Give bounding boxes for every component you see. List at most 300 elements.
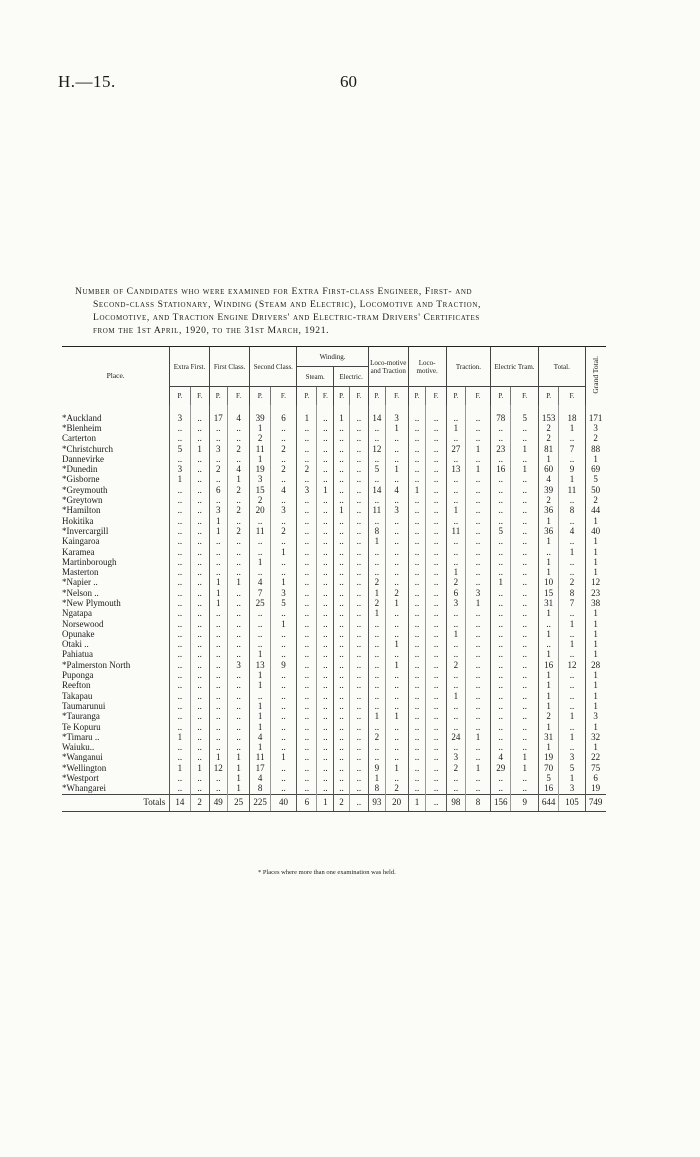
table-cell: .. — [559, 670, 585, 680]
table-cell: .. — [227, 650, 250, 660]
table-cell: .. — [408, 629, 426, 639]
table-cell: 749 — [585, 794, 605, 811]
table-cell: 4 — [270, 485, 296, 495]
table-cell: .. — [408, 743, 426, 753]
table-cell: .. — [297, 506, 317, 516]
table-cell: 4 — [559, 526, 585, 536]
table-cell: .. — [349, 434, 368, 444]
table-cell: .. — [491, 670, 511, 680]
table-cell: .. — [385, 701, 408, 711]
table-cell: .. — [317, 650, 334, 660]
header-electric-tram-f: F. — [511, 387, 539, 406]
table-cell: .. — [446, 516, 465, 526]
table-cell: .. — [465, 773, 490, 783]
table-cell: .. — [385, 629, 408, 639]
table-cell: .. — [385, 537, 408, 547]
table-cell: .. — [334, 454, 350, 464]
table-cell: .. — [349, 578, 368, 588]
footnote: * Places where more than one examination was held. — [258, 869, 396, 876]
table-cell: 25 — [227, 794, 250, 811]
table-cell: .. — [334, 495, 350, 505]
table-cell: 1 — [227, 578, 250, 588]
table-cell: .. — [426, 650, 446, 660]
table-cell: 3 — [209, 506, 227, 516]
table-cell: .. — [408, 588, 426, 598]
table-cell: .. — [349, 763, 368, 773]
table-cell: 1 — [511, 753, 539, 763]
table-cell: 9 — [559, 464, 585, 474]
table-cell: 38 — [585, 598, 605, 608]
table-cell: 1 — [585, 722, 605, 732]
table-cell: .. — [334, 557, 350, 567]
table-cell: 11 — [250, 753, 270, 763]
table-cell: .. — [317, 444, 334, 454]
table-cell: .. — [297, 598, 317, 608]
table-cell: .. — [270, 701, 296, 711]
table-cell: .. — [227, 434, 250, 444]
table-cell: .. — [170, 650, 190, 660]
table-cell: 11 — [559, 485, 585, 495]
table-cell: .. — [465, 516, 490, 526]
place-name: Hokitika — [62, 515, 94, 526]
table-cell: .. — [491, 640, 511, 650]
table-cell: .. — [491, 732, 511, 742]
table-cell: .. — [270, 557, 296, 567]
table-cell: 88 — [585, 444, 605, 454]
table-cell: .. — [170, 485, 190, 495]
table-cell: .. — [270, 475, 296, 485]
header-total-p: P. — [538, 387, 558, 406]
table-cell: 1 — [317, 485, 334, 495]
table-cell: .. — [446, 454, 465, 464]
table-cell: 1 — [209, 516, 227, 526]
table-cell: .. — [368, 547, 385, 557]
table-cell: .. — [270, 567, 296, 577]
table-cell: .. — [368, 722, 385, 732]
table-cell: .. — [334, 537, 350, 547]
table-cell: 1 — [538, 722, 558, 732]
table-cell: 1 — [538, 691, 558, 701]
table-cell: .. — [209, 650, 227, 660]
table-cell: 1 — [538, 629, 558, 639]
table-cell: .. — [491, 557, 511, 567]
table-cell: .. — [349, 650, 368, 660]
table-cell: .. — [465, 557, 490, 567]
table-cell: 1 — [585, 547, 605, 557]
table-cell: 16 — [538, 784, 558, 795]
place-name: Karamea — [62, 546, 95, 557]
table-cell: .. — [170, 773, 190, 783]
table-cell: .. — [170, 670, 190, 680]
table-cell: .. — [334, 722, 350, 732]
table-cell: .. — [170, 640, 190, 650]
table-cell: .. — [209, 557, 227, 567]
place-name: *Greytown — [62, 495, 103, 506]
table-cell: .. — [270, 691, 296, 701]
table-cell: .. — [368, 434, 385, 444]
table-cell: 12 — [585, 578, 605, 588]
col-second-class: Second Class. — [250, 347, 297, 387]
table-title — [75, 285, 635, 337]
table-cell: .. — [349, 784, 368, 795]
table-cell: 156 — [491, 794, 511, 811]
table-cell: 25 — [250, 598, 270, 608]
table-cell: .. — [209, 423, 227, 433]
table-cell: .. — [297, 670, 317, 680]
table-cell: .. — [170, 712, 190, 722]
table-row — [62, 619, 632, 629]
place-name: *Westport — [62, 773, 99, 784]
table-cell: 1 — [465, 732, 490, 742]
table-cell: 9 — [368, 763, 385, 773]
table-cell: .. — [559, 495, 585, 505]
table-cell: .. — [426, 619, 446, 629]
table-cell: .. — [408, 444, 426, 454]
table-cell: .. — [426, 691, 446, 701]
table-cell: .. — [190, 557, 209, 567]
table-cell: .. — [190, 598, 209, 608]
table-cell: .. — [190, 485, 209, 495]
table-cell: 6 — [446, 588, 465, 598]
table-cell: .. — [209, 495, 227, 505]
table-cell: 1 — [465, 598, 490, 608]
table-cell: 1 — [585, 609, 605, 619]
table-cell: 23 — [491, 444, 511, 454]
place-name: *Palmerston North — [62, 659, 131, 670]
table-row — [62, 454, 632, 464]
table-cell: 1 — [538, 537, 558, 547]
table-cell: .. — [446, 405, 465, 423]
table-cell: .. — [385, 526, 408, 536]
table-cell: 70 — [538, 763, 558, 773]
table-cell: 12 — [559, 660, 585, 670]
table-cell: 40 — [270, 794, 296, 811]
table-cell: .. — [465, 753, 490, 763]
table-cell: .. — [317, 506, 334, 516]
table-cell: .. — [491, 712, 511, 722]
table-cell: .. — [385, 444, 408, 454]
header-electric-tram-p: P. — [491, 387, 511, 406]
table-cell: 44 — [585, 506, 605, 516]
table-cell: 6 — [585, 773, 605, 783]
table-cell: .. — [190, 629, 209, 639]
table-cell: .. — [349, 516, 368, 526]
table-cell: .. — [209, 743, 227, 753]
table-cell: .. — [408, 464, 426, 474]
table-cell: .. — [349, 423, 368, 433]
table-cell: .. — [190, 506, 209, 516]
table-cell: 2 — [559, 578, 585, 588]
header-locomotive-f: F. — [426, 387, 446, 406]
place-name: *Napier .. — [62, 577, 98, 588]
table-cell: 1 — [209, 526, 227, 536]
table-cell: .. — [446, 485, 465, 495]
table-cell: .. — [426, 506, 446, 516]
table-cell: .. — [511, 506, 539, 516]
table-cell: .. — [446, 495, 465, 505]
table-cell: .. — [408, 640, 426, 650]
table-cell: 3 — [465, 588, 490, 598]
table-cell: .. — [368, 670, 385, 680]
table-cell: 1 — [209, 588, 227, 598]
table-cell: .. — [385, 516, 408, 526]
table-cell: .. — [227, 640, 250, 650]
table-cell: .. — [465, 537, 490, 547]
table-cell: .. — [334, 640, 350, 650]
table-cell: .. — [270, 732, 296, 742]
col-winding-steam: Steam. — [297, 367, 334, 387]
table-cell: 1 — [368, 588, 385, 598]
table-cell: 36 — [538, 506, 558, 516]
table-cell: .. — [297, 691, 317, 701]
table-cell: .. — [334, 526, 350, 536]
table-cell: .. — [426, 773, 446, 783]
table-cell: .. — [426, 405, 446, 423]
table-cell: .. — [511, 629, 539, 639]
table-cell: .. — [190, 537, 209, 547]
table-cell: 2 — [446, 660, 465, 670]
table-cell: 1 — [170, 475, 190, 485]
table-cell: 8 — [368, 526, 385, 536]
table-cell: .. — [465, 670, 490, 680]
table-cell: .. — [426, 547, 446, 557]
table-cell: .. — [334, 444, 350, 454]
table-cell: .. — [170, 423, 190, 433]
table-cell: .. — [209, 619, 227, 629]
table-cell: 3 — [585, 423, 605, 433]
table-cell: .. — [465, 640, 490, 650]
table-cell: 8 — [465, 794, 490, 811]
table-cell: 8 — [559, 588, 585, 598]
table-cell: .. — [491, 454, 511, 464]
table-cell: .. — [317, 701, 334, 711]
col-place: Place. — [62, 347, 170, 406]
table-cell: .. — [426, 464, 446, 474]
table-cell: .. — [227, 547, 250, 557]
table-cell: .. — [170, 567, 190, 577]
table-cell: .. — [317, 619, 334, 629]
table-cell: .. — [491, 516, 511, 526]
table-cell: .. — [465, 485, 490, 495]
table-cell: .. — [190, 670, 209, 680]
table-cell: .. — [465, 506, 490, 516]
table-cell: 14 — [368, 405, 385, 423]
table-cell: .. — [426, 434, 446, 444]
table-cell: 1 — [538, 681, 558, 691]
table-cell: 20 — [250, 506, 270, 516]
table-cell: 1 — [559, 475, 585, 485]
table-cell: .. — [511, 578, 539, 588]
table-cell: .. — [317, 743, 334, 753]
table-cell: 2 — [270, 444, 296, 454]
table-cell: .. — [385, 753, 408, 763]
table-cell: 19 — [250, 464, 270, 474]
table-cell: .. — [349, 557, 368, 567]
table-cell: .. — [297, 434, 317, 444]
table-cell: .. — [190, 743, 209, 753]
table-cell: .. — [209, 609, 227, 619]
table-cell: 1 — [385, 640, 408, 650]
table-cell: .. — [408, 526, 426, 536]
table-cell: .. — [465, 547, 490, 557]
table-cell: .. — [317, 660, 334, 670]
table-cell: .. — [297, 567, 317, 577]
table-cell: 1 — [250, 423, 270, 433]
table-cell: .. — [190, 526, 209, 536]
table-cell: .. — [250, 567, 270, 577]
table-cell: .. — [559, 434, 585, 444]
table-cell: .. — [317, 712, 334, 722]
table-cell: 1 — [270, 547, 296, 557]
table-cell: 3 — [270, 588, 296, 598]
table-cell: 1 — [209, 598, 227, 608]
table-cell: .. — [317, 547, 334, 557]
table-cell: 1 — [250, 454, 270, 464]
table-cell: 39 — [538, 485, 558, 495]
table-cell: .. — [190, 681, 209, 691]
table-cell: 15 — [538, 588, 558, 598]
table-cell: 2 — [385, 588, 408, 598]
table-cell: .. — [465, 423, 490, 433]
table-cell: .. — [297, 547, 317, 557]
table-cell: .. — [511, 598, 539, 608]
table-cell: 32 — [585, 732, 605, 742]
table-cell: 2 — [538, 712, 558, 722]
table-cell: .. — [334, 691, 350, 701]
table-cell: .. — [426, 670, 446, 680]
table-cell: .. — [317, 753, 334, 763]
table-cell: 1 — [538, 557, 558, 567]
table-cell: .. — [297, 753, 317, 763]
table-cell: .. — [511, 485, 539, 495]
table-cell: .. — [511, 495, 539, 505]
table-cell: .. — [334, 732, 350, 742]
table-cell: .. — [465, 609, 490, 619]
col-extra-first: Extra First. — [170, 347, 210, 387]
table-cell: .. — [349, 794, 368, 811]
table-cell: .. — [426, 495, 446, 505]
table-cell: .. — [170, 784, 190, 795]
table-row — [62, 588, 632, 598]
table-cell: 1 — [465, 444, 490, 454]
table-cell: .. — [465, 722, 490, 732]
col-winding-electric: Electric. — [334, 367, 369, 387]
table-cell: 1 — [209, 578, 227, 588]
table-cell: .. — [209, 475, 227, 485]
table-cell: .. — [190, 495, 209, 505]
table-cell: .. — [368, 650, 385, 660]
table-cell: 1 — [227, 753, 250, 763]
table-cell: .. — [426, 423, 446, 433]
table-cell: .. — [170, 753, 190, 763]
table-cell: 1 — [585, 691, 605, 701]
table-cell: .. — [190, 691, 209, 701]
table-cell: .. — [511, 475, 539, 485]
table-cell: .. — [270, 650, 296, 660]
table-cell: .. — [270, 640, 296, 650]
table-cell: .. — [446, 434, 465, 444]
table-cell: .. — [408, 405, 426, 423]
header-electric-p: P. — [334, 387, 350, 406]
table-cell: .. — [334, 660, 350, 670]
place-name: Taumarunui — [62, 700, 106, 711]
table-cell: 1 — [585, 454, 605, 464]
table-row — [62, 753, 632, 763]
col-traction: Traction. — [446, 347, 490, 387]
table-cell: .. — [170, 526, 190, 536]
table-cell: .. — [227, 629, 250, 639]
table-cell: .. — [190, 547, 209, 557]
table-cell: .. — [408, 516, 426, 526]
table-cell: 81 — [538, 444, 558, 454]
table-cell: .. — [385, 619, 408, 629]
table-cell: .. — [297, 722, 317, 732]
table-cell: .. — [227, 598, 250, 608]
table-cell: 3 — [250, 475, 270, 485]
col-first-class: First Class. — [209, 347, 250, 387]
table-cell: .. — [270, 516, 296, 526]
table-cell: 1 — [227, 773, 250, 783]
table-cell: 1 — [408, 485, 426, 495]
table-cell: .. — [465, 650, 490, 660]
table-cell: .. — [270, 784, 296, 795]
table-row — [62, 629, 632, 639]
title-line-4: from the 1st April, 1920, to the 31st March, 1921. — [93, 325, 330, 336]
table-cell: .. — [190, 405, 209, 423]
table-cell: .. — [297, 609, 317, 619]
header-first-class-f: F. — [227, 387, 250, 406]
table-cell: 3 — [270, 506, 296, 516]
table-cell: 50 — [585, 485, 605, 495]
table-cell: 1 — [585, 670, 605, 680]
table-cell: .. — [426, 794, 446, 811]
table-cell: 2 — [538, 434, 558, 444]
table-cell: 4 — [250, 773, 270, 783]
table-cell: .. — [491, 423, 511, 433]
table-cell: 2 — [368, 578, 385, 588]
table-cell: .. — [227, 722, 250, 732]
table-cell: .. — [465, 578, 490, 588]
table-cell: .. — [559, 629, 585, 639]
place-name: *Wellington — [62, 762, 107, 773]
place-name: Opunake — [62, 628, 95, 639]
table-cell: .. — [317, 405, 334, 423]
table-cell: .. — [465, 495, 490, 505]
table-cell: .. — [209, 681, 227, 691]
table-row — [62, 423, 632, 433]
table-cell: 2 — [227, 506, 250, 516]
table-row — [62, 773, 632, 783]
table-cell: .. — [426, 640, 446, 650]
table-cell: .. — [297, 423, 317, 433]
table-row — [62, 506, 632, 516]
table-cell: .. — [317, 475, 334, 485]
table-cell: .. — [297, 660, 317, 670]
table-cell: .. — [426, 732, 446, 742]
table-cell: .. — [190, 609, 209, 619]
table-cell: .. — [426, 485, 446, 495]
table-cell: .. — [446, 547, 465, 557]
table-cell: .. — [190, 516, 209, 526]
table-cell: .. — [368, 640, 385, 650]
table-cell: .. — [491, 567, 511, 577]
table-cell: .. — [511, 743, 539, 753]
table-cell: .. — [170, 691, 190, 701]
table-cell: .. — [170, 743, 190, 753]
place-name: Waiuku.. — [62, 742, 95, 753]
table-cell: .. — [408, 598, 426, 608]
candidates-table — [62, 346, 632, 812]
